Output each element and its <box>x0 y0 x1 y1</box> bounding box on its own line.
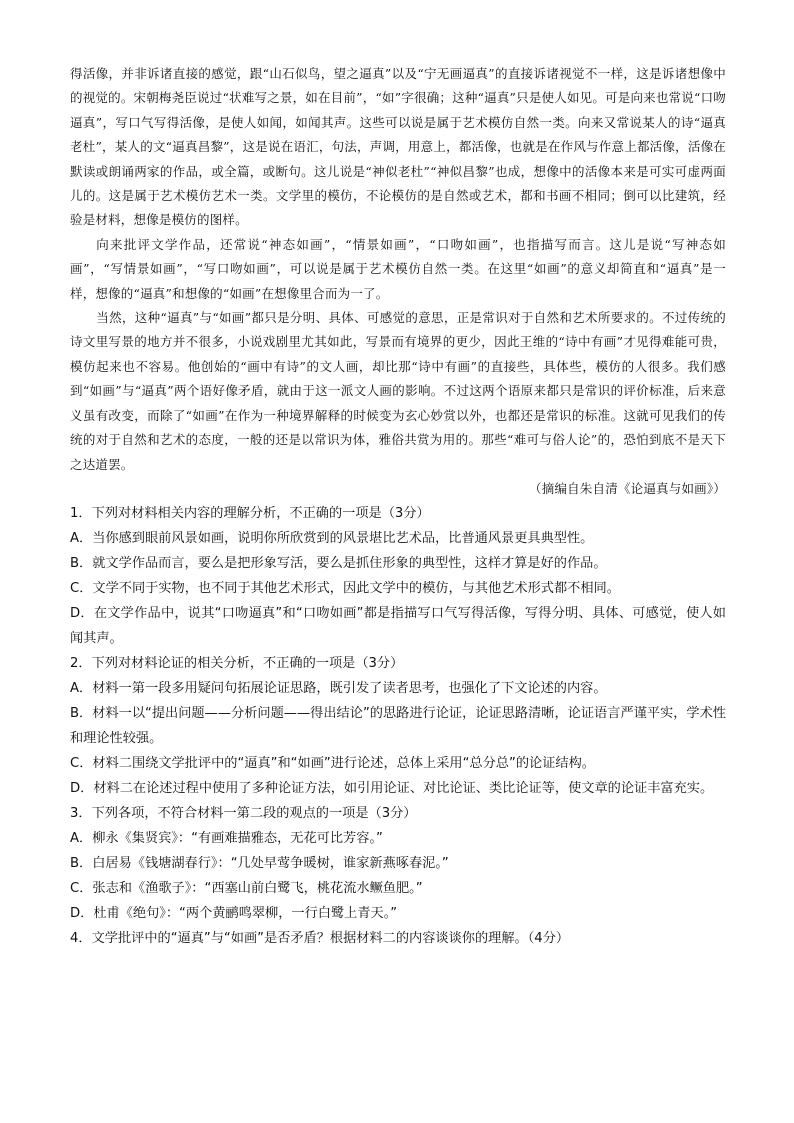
question-1 <box>70 501 726 651</box>
question-2 <box>70 651 726 801</box>
option-b: B．材料一以“提出问题——分析问题——得出结论”的思路进行论证，论证思路清晰，论证语言严谨平实，学术性和理论性较强。 <box>70 706 726 747</box>
reading-passage <box>70 62 726 501</box>
passage-paragraph-3: 当然，这种“逼真”与“如画”都只是分明、具体、可感觉的意思，正是常识对于自然和艺术所要求的。不过传统的诗文里写景的地方并不很多，小说戏剧里尤其如此，写景而有境界的更少，因此王维的“诗中有画”才见得难能可贵，模仿起来也不容易。他创始的“画中有诗”的文人画，却比那“诗中有画”的直接些，具体些，模仿的人很多。我们感到“如画”与“逼真”两个语好像矛盾，就由于这一派文人画的影响。不过这两个语原来都只是常识的评价标准，后来意义虽有改变，而除了“如画”在作为一种境界解释的时候变为玄心妙赏以外，也都还是常识的标准。这就可见我们的传统的对于自然和艺术的态度，一般的还是以常识为体，雅俗共赏为用的。那些“难可与俗人论”的，恐怕到底不是天下之达道罢。 <box>70 310 726 472</box>
passage-paragraph-1: 得活像，并非诉诸直接的感觉，跟“山石似鸟，望之逼真”以及“宁无画逼真”的直接诉诸视觉不一样，这是诉诸想像中的视觉的。宋朝梅尧臣说过“状难写之景，如在目前”，“如”字很确；这种“逼真”只是使人如见。可是向来也常说“口吻逼真”，写口气写得活像，是使人如闻，如闻其声。这些可以说是属于艺术模仿自然一类。向来又常说某人的诗“逼真老杜”，某人的文“逼真昌黎”，这是说在语汇，句法，声调，用意上，都活像，也就是在作风与作意上都活像，活像在默读或朗诵两家的作品，或全篇，或断句。这儿说是“神似老杜”“神似昌黎”也成，想像中的活像本来是可实可虚两面儿的。这是属于艺术模仿艺术一类。文学里的模仿，不论模仿的是自然或艺术，都和书画不相同；倒可以比建筑，经验是材料，想像是模仿的图样。 <box>70 66 726 228</box>
option-d: D．在文学作品中，说其“口吻逼真”和“口吻如画”都是指描写口气写得活像，写得分明、具体、可感觉，使人如闻其声。 <box>70 606 726 647</box>
passage-paragraph-2: 向来批评文学作品，还常说“神态如画”，“情景如画”，“口吻如画”，也指描写而言。这儿是说“写神态如画”，“写情景如画”，“写口吻如画”，可以说是属于艺术模仿自然一类。在这里“如画”的意义却简直和“逼真”是一样，想像的“逼真”和想像的“如画”在想像里合而为一了。 <box>70 236 726 301</box>
option-a: A．材料一第一段多用疑问句拓展论证思路，既引发了读者思考，也强化了下文论述的内容。 <box>70 681 607 697</box>
question-stem: 4．文学批评中的“逼真”与“如画”是否矛盾？根据材料二的内容谈谈你的理解。（4分） <box>70 931 570 947</box>
option-b: B．白居易《钱塘湖春行》：“几处早莺争暖树，谁家新燕啄春泥。” <box>70 856 449 872</box>
question-stem: 3．下列各项，不符合材料一第二段的观点的一项是（3分） <box>70 806 417 822</box>
question-stem: 2．下列对材料论证的相关分析，不正确的一项是（3分） <box>70 656 404 672</box>
option-a: A．柳永《集贤宾》：“有画难描雅态，无花可比芳容。” <box>70 831 383 847</box>
option-d: D．杜甫《绝句》：“两个黄鹂鸣翠柳，一行白鹭上青天。” <box>70 906 398 922</box>
passage-source: （摘编自朱自清《论逼真与如画》） <box>529 480 726 496</box>
question-4 <box>70 926 726 951</box>
option-a: A．当你感到眼前风景如画，说明你所欣赏到的风景堪比艺术品，比普通风景更具典型性。 <box>70 531 594 547</box>
option-b: B．就文学作品而言，要么是把形象写活，要么是抓住形象的典型性，这样才算是好的作品。 <box>70 556 607 572</box>
option-d: D．材料二在论述过程中使用了多种论证方法，如引用论证、对比论证、类比论证等，使文章的论证丰富充实。 <box>70 781 714 797</box>
option-c: C．张志和《渔歌子》：“西塞山前白鹭飞，桃花流水鳜鱼肥。” <box>70 881 423 897</box>
question-stem: 1．下列对材料相关内容的理解分析，不正确的一项是（3分） <box>70 506 430 522</box>
option-c: C．材料二围绕文学批评中的“逼真”和“如画”进行论述，总体上采用“总分总”的论证结构。 <box>70 756 595 772</box>
question-3 <box>70 801 726 926</box>
question-list <box>70 501 726 951</box>
exam-page <box>70 62 726 951</box>
option-c: C．文学不同于实物，也不同于其他艺术形式，因此文学中的模仿，与其他艺术形式都不相同。 <box>70 581 620 597</box>
